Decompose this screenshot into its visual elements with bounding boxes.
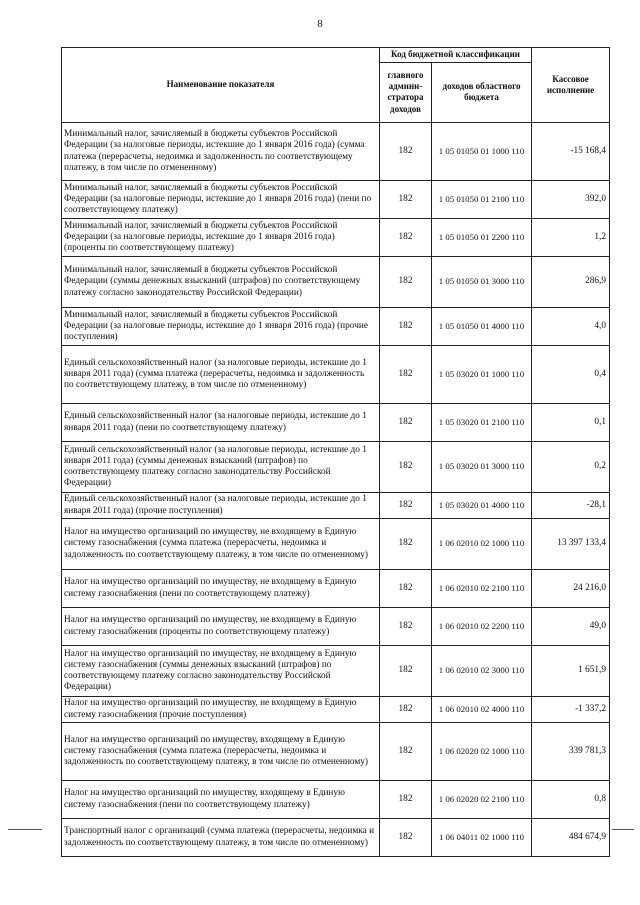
row-admin-code: 182 xyxy=(380,123,432,181)
row-income-code: 1 06 02010 02 1000 110 xyxy=(432,519,532,570)
row-name: Минимальный налог, зачисляемый в бюджеты субъектов Российской Федерации (за налоговые периоды, истекшие до 1 января 2016 года) (пени по соответствующему платежу) xyxy=(62,181,380,219)
table-row xyxy=(62,257,610,308)
row-income-code: 1 06 04011 02 1000 110 xyxy=(432,819,532,857)
row-amount: 49,0 xyxy=(532,608,610,646)
row-income-code: 1 06 02020 02 1000 110 xyxy=(432,723,532,781)
row-admin-code: 182 xyxy=(380,819,432,857)
row-name: Налог на имущество организаций по имуществу, не входящему в Единую систему газоснабжения (проценты по соответствующему платежу) xyxy=(62,608,380,646)
row-name: Налог на имущество организаций по имуществу, не входящему в Единую систему газоснабжения (пени по соответствующему платежу) xyxy=(62,570,380,608)
cut-line-left xyxy=(8,829,42,830)
header-income-code: доходов областного бюджета xyxy=(432,62,532,122)
table-row xyxy=(62,819,610,857)
row-amount: 339 781,3 xyxy=(532,723,610,781)
row-income-code: 1 06 02020 02 2100 110 xyxy=(432,781,532,819)
table-row xyxy=(62,697,610,723)
row-name: Налог на имущество организаций по имуществу, не входящему в Единую систему газоснабжения (прочие поступления) xyxy=(62,697,380,723)
row-amount: 0,8 xyxy=(532,781,610,819)
row-amount: 24 216,0 xyxy=(532,570,610,608)
row-income-code: 1 05 03020 01 3000 110 xyxy=(432,442,532,493)
row-income-code: 1 06 02010 02 2100 110 xyxy=(432,570,532,608)
table-row xyxy=(62,781,610,819)
row-admin-code: 182 xyxy=(380,608,432,646)
table-row xyxy=(62,608,610,646)
row-name: Единый сельскохозяйственный налог (за налоговые периоды, истекшие до 1 января 2011 года) (сумма платежа (перерасчеты, недоимка и задолженность по соответствующему платежу, в том числе по отмененному) xyxy=(62,346,380,404)
table-row xyxy=(62,570,610,608)
table-row xyxy=(62,404,610,442)
table-row xyxy=(62,519,610,570)
row-amount: -28,1 xyxy=(532,493,610,519)
row-income-code: 1 05 03020 01 1000 110 xyxy=(432,346,532,404)
row-name: Минимальный налог, зачисляемый в бюджеты субъектов Российской Федерации (за налоговые периоды, истекшие до 1 января 2016 года) (проценты по соответствующему платежу) xyxy=(62,219,380,257)
row-admin-code: 182 xyxy=(380,570,432,608)
row-amount: 0,4 xyxy=(532,346,610,404)
header-name: Наименование показателя xyxy=(62,48,380,123)
table-row xyxy=(62,723,610,781)
row-income-code: 1 05 03020 01 2100 110 xyxy=(432,404,532,442)
row-admin-code: 182 xyxy=(380,257,432,308)
row-amount: 0,1 xyxy=(532,404,610,442)
row-admin-code: 182 xyxy=(380,723,432,781)
row-admin-code: 182 xyxy=(380,781,432,819)
row-admin-code: 182 xyxy=(380,308,432,346)
row-admin-code: 182 xyxy=(380,181,432,219)
row-income-code: 1 05 01050 01 2200 110 xyxy=(432,219,532,257)
row-income-code: 1 06 02010 02 4000 110 xyxy=(432,697,532,723)
row-name: Транспортный налог с организаций (сумма платежа (перерасчеты, недоимка и задолженность по соответствующему платежу, в том числе по отмененному) xyxy=(62,819,380,857)
row-name: Единый сельскохозяйственный налог (за налоговые периоды, истекшие до 1 января 2011 года) (прочие поступления) xyxy=(62,493,380,519)
row-amount: -15 168,4 xyxy=(532,123,610,181)
header-code-group: Код бюджетной классификации xyxy=(380,48,532,63)
row-admin-code: 182 xyxy=(380,346,432,404)
row-admin-code: 182 xyxy=(380,442,432,493)
row-admin-code: 182 xyxy=(380,493,432,519)
table-row xyxy=(62,219,610,257)
row-income-code: 1 05 03020 01 4000 110 xyxy=(432,493,532,519)
table-row xyxy=(62,442,610,493)
row-amount: 1,2 xyxy=(532,219,610,257)
row-income-code: 1 05 01050 01 3000 110 xyxy=(432,257,532,308)
row-income-code: 1 06 02010 02 3000 110 xyxy=(432,646,532,697)
table-row xyxy=(62,646,610,697)
row-admin-code: 182 xyxy=(380,646,432,697)
row-income-code: 1 06 02010 02 2200 110 xyxy=(432,608,532,646)
header-amount: Кассовое исполнение xyxy=(532,48,610,123)
row-amount: 4,0 xyxy=(532,308,610,346)
row-income-code: 1 05 01050 01 1000 110 xyxy=(432,123,532,181)
row-name: Налог на имущество организаций по имуществу, входящему в Единую систему газоснабжения (пени по соответствующему платежу) xyxy=(62,781,380,819)
row-amount: 484 674,9 xyxy=(532,819,610,857)
row-name: Минимальный налог, зачисляемый в бюджеты субъектов Российской Федерации (за налоговые периоды, истекшие до 1 января 2016 года) (прочие поступления) xyxy=(62,308,380,346)
row-admin-code: 182 xyxy=(380,697,432,723)
table-row xyxy=(62,346,610,404)
row-admin-code: 182 xyxy=(380,519,432,570)
header-admin: главного админи-стратора доходов xyxy=(380,62,432,122)
budget-table xyxy=(61,47,610,857)
row-admin-code: 182 xyxy=(380,219,432,257)
row-admin-code: 182 xyxy=(380,404,432,442)
row-amount: 0,2 xyxy=(532,442,610,493)
page-number: 8 xyxy=(317,18,323,30)
row-name: Минимальный налог, зачисляемый в бюджеты субъектов Российской Федерации (за налоговые периоды, истекшие до 1 января 2016 года) (сумма платежа (перерасчеты, недоимка и задолженность по соответствующему платежу, в том числе по отмененному) xyxy=(62,123,380,181)
row-amount: -1 337,2 xyxy=(532,697,610,723)
row-amount: 392,0 xyxy=(532,181,610,219)
table-row xyxy=(62,493,610,519)
row-name: Единый сельскохозяйственный налог (за налоговые периоды, истекшие до 1 января 2011 года) (суммы денежных взысканий (штрафов) по соответствующему платежу согласно законодательству Российской Федерации) xyxy=(62,442,380,493)
row-name: Налог на имущество организаций по имуществу, не входящему в Единую систему газоснабжения (сумма платежа (перерасчеты, недоимка и задолженность по соответствующему платежу, в том числе по отмененному) xyxy=(62,519,380,570)
row-name: Единый сельскохозяйственный налог (за налоговые периоды, истекшие до 1 января 2011 года) (пени по соответствующему платежу) xyxy=(62,404,380,442)
table-row xyxy=(62,123,610,181)
row-amount: 286,9 xyxy=(532,257,610,308)
table-row xyxy=(62,308,610,346)
row-name: Налог на имущество организаций по имуществу, не входящему в Единую систему газоснабжения (суммы денежных взысканий (штрафов) по соответствующему платежу согласно законодательству Российской Федерации) xyxy=(62,646,380,697)
cut-line-right xyxy=(612,829,634,830)
row-income-code: 1 05 01050 01 2100 110 xyxy=(432,181,532,219)
row-income-code: 1 05 01050 01 4000 110 xyxy=(432,308,532,346)
table-row xyxy=(62,181,610,219)
row-name: Минимальный налог, зачисляемый в бюджеты субъектов Российской Федерации (суммы денежных взысканий (штрафов) по соответствующему платежу согласно законодательству Российской Федерации) xyxy=(62,257,380,308)
row-name: Налог на имущество организаций по имуществу, входящему в Единую систему газоснабжения (сумма платежа (перерасчеты, недоимка и задолженность по соответствующему платежу, в том числе по отмененному) xyxy=(62,723,380,781)
row-amount: 1 651,9 xyxy=(532,646,610,697)
row-amount: 13 397 133,4 xyxy=(532,519,610,570)
